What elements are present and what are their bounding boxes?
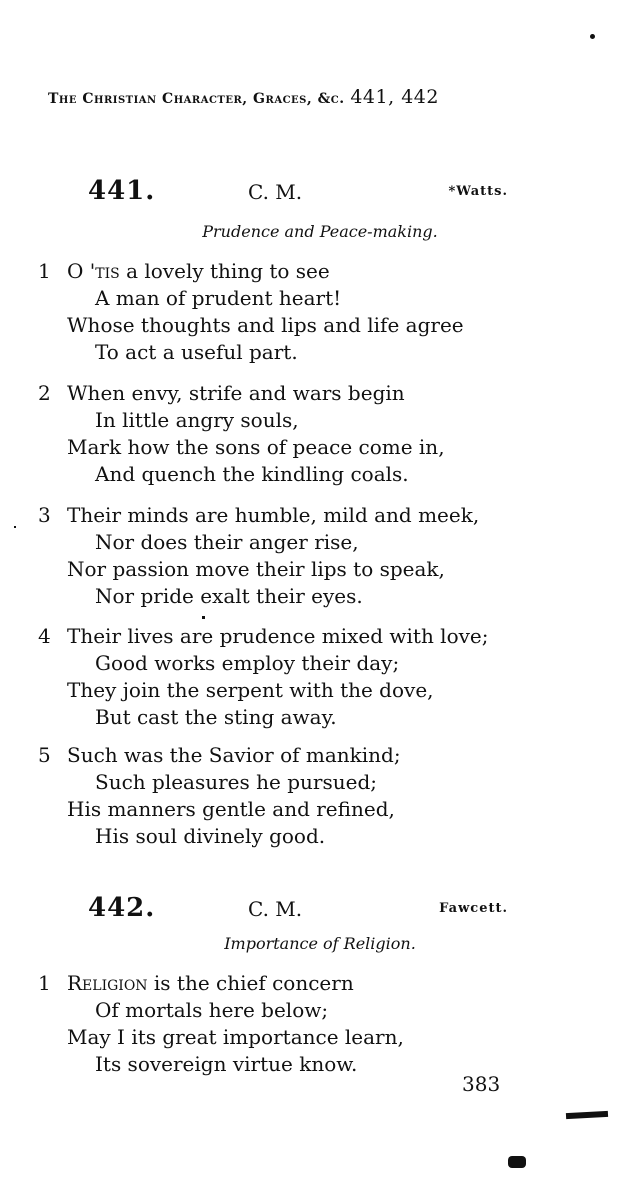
verse-line [38,339,558,366]
verse-text: His manners gentle and refined, [67,797,395,821]
verse-text-small-caps: Religion [67,971,148,995]
verse-text: Such was the Savior of mankind; [67,743,401,767]
verse-line [38,997,558,1024]
verse-line [38,258,558,285]
verse-text-small-caps: 'tis [89,259,120,283]
ink-speck [14,526,16,528]
verse-line [38,677,558,704]
verse-line [38,312,558,339]
verse-line [38,461,558,488]
stanza-number: 4 [38,624,51,648]
verse-text: May I its great importance learn, [67,1025,404,1049]
verse-text: And quench the kindling coals. [95,462,409,486]
hymn-441-title: Prudence and Peace-making. [202,222,438,241]
verse-line [38,823,558,850]
verse-text: Whose thoughts and lips and life agree [67,313,464,337]
verse-text: His soul divinely good. [95,824,326,848]
hymn-meter: C. M. [248,180,303,204]
verse-text: Such pleasures he pursued; [95,770,377,794]
hymn-441-stanza-5 [38,742,558,850]
verse-text: Good works employ their day; [95,651,400,675]
running-head-numbers: 441, 442 [350,86,439,108]
verse-text: When envy, strife and wars begin [67,381,405,405]
verse-text: To act a useful part. [95,340,298,364]
verse-text: O [67,259,90,283]
verse-line [38,583,558,610]
verse-text: Nor pride exalt their eyes. [95,584,363,608]
hymn-442-header [88,893,508,923]
verse-text: a lovely thing to see [119,259,330,283]
verse-line [38,285,558,312]
verse-line [38,796,558,823]
verse-text: But cast the sting away. [95,705,337,729]
stanza-number: 3 [38,503,51,527]
verse-text: A man of prudent heart! [95,286,342,310]
verse-line [38,742,558,769]
hymn-meter: C. M. [248,897,303,921]
stanza-number: 2 [38,381,51,405]
verse-text: They join the serpent with the dove, [67,678,434,702]
ink-blot [508,1156,526,1168]
ink-smudge [566,1111,608,1119]
hymn-author: Fawcett. [439,901,508,916]
running-head-title: The Christian Character, Graces, &c. [48,91,345,107]
verse-line [38,1024,558,1051]
verse-line [38,650,558,677]
verse-text: Of mortals here below; [95,998,329,1022]
verse-line [38,502,558,529]
verse-line [38,380,558,407]
verse-text: Their minds are humble, mild and meek, [67,503,480,527]
page-number: 383 [462,1072,501,1096]
ink-speck [202,616,205,619]
verse-line [38,407,558,434]
verse-line [38,769,558,796]
ink-speck [590,34,595,39]
verse-line [38,970,558,997]
hymn-author: *Watts. [448,184,508,199]
hymn-441-stanza-1 [38,258,558,366]
verse-line [38,434,558,461]
hymn-441-stanza-3 [38,502,558,610]
verse-text: Nor passion move their lips to speak, [67,557,445,581]
hymn-442-stanza-1 [38,970,558,1078]
hymn-number: 442. [88,893,156,923]
verse-text: Mark how the sons of peace come in, [67,435,445,459]
verse-line [38,529,558,556]
verse-line [38,623,558,650]
hymn-number: 441. [88,176,156,206]
verse-text: is the chief concern [147,971,354,995]
running-head [48,86,588,108]
verse-text: Its sovereign virtue know. [95,1052,358,1076]
hymn-441-stanza-4 [38,623,558,731]
hymn-442-title: Importance of Religion. [224,934,416,953]
hymn-441-header [88,176,508,206]
verse-line [38,556,558,583]
verse-text: In little angry souls, [95,408,299,432]
stanza-number: 1 [38,259,51,283]
verse-text: Their lives are prudence mixed with love; [67,624,489,648]
stanza-number: 5 [38,743,51,767]
stanza-number: 1 [38,971,51,995]
verse-text: Nor does their anger rise, [95,530,359,554]
hymn-441-stanza-2 [38,380,558,488]
verse-line [38,704,558,731]
